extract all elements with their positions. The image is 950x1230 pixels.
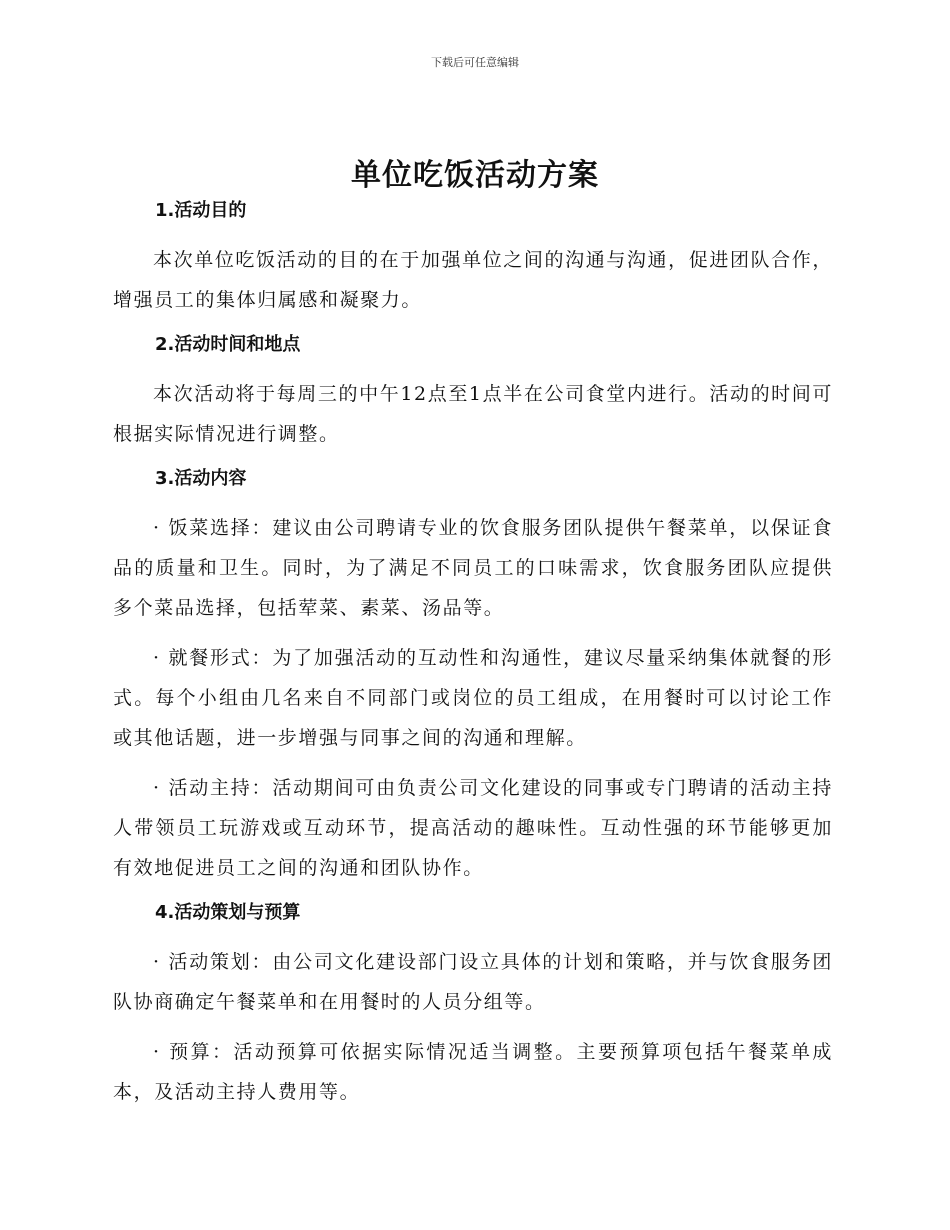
paragraph-host: · 活动主持：活动期间可由负责公司文化建设的同事或专门聘请的活动主持人带领员工玩游戏或互动环节，提高活动的趣味性。互动性强的环节能够更加有效地促进员工之间的沟通和团队协作。 [113, 777, 833, 879]
paragraph: 本次单位吃饭活动的目的在于加强单位之间的沟通与沟通，促进团队合作，增强员工的集体归属感和凝聚力。 [113, 249, 833, 311]
document-title: 单位吃饭活动方案 [351, 158, 599, 193]
section-content [113, 464, 833, 888]
paragraph-food-selection: · 饭菜选择：建议由公司聘请专业的饮食服务团队提供午餐菜单，以保证食品的质量和卫生。同时，为了满足不同员工的口味需求，饮食服务团队应提供多个菜品选择，包括荤菜、素菜、汤品等。 [113, 517, 833, 619]
document-body [113, 196, 833, 1122]
paragraph-planning: · 活动策划：由公司文化建设部门设立具体的计划和策略，并与饮食服务团队协商确定午餐菜单和在用餐时的人员分组等。 [113, 951, 833, 1013]
section-heading: 3.活动内容 [155, 468, 247, 489]
section-heading: 2.活动时间和地点 [155, 334, 301, 355]
section-purpose [113, 196, 833, 320]
section-planning-budget [113, 898, 833, 1112]
paragraph-budget: · 预算：活动预算可依据实际情况适当调整。主要预算项包括午餐菜单成本，及活动主持人费用等。 [113, 1041, 833, 1103]
paragraph-dining-format: · 就餐形式：为了加强活动的互动性和沟通性，建议尽量采纳集体就餐的形式。每个小组由几名来自不同部门或岗位的员工组成，在用餐时可以讨论工作或其他话题，进一步增强与同事之间的沟通和理解。 [113, 647, 833, 749]
section-heading: 1.活动目的 [155, 200, 247, 221]
header-note: 下载后可任意编辑 [431, 56, 519, 69]
paragraph: 本次活动将于每周三的中午12点至1点半在公司食堂内进行。活动的时间可根据实际情况进行调整。 [113, 383, 833, 445]
section-time-place [113, 330, 833, 454]
section-heading: 4.活动策划与预算 [155, 902, 301, 923]
